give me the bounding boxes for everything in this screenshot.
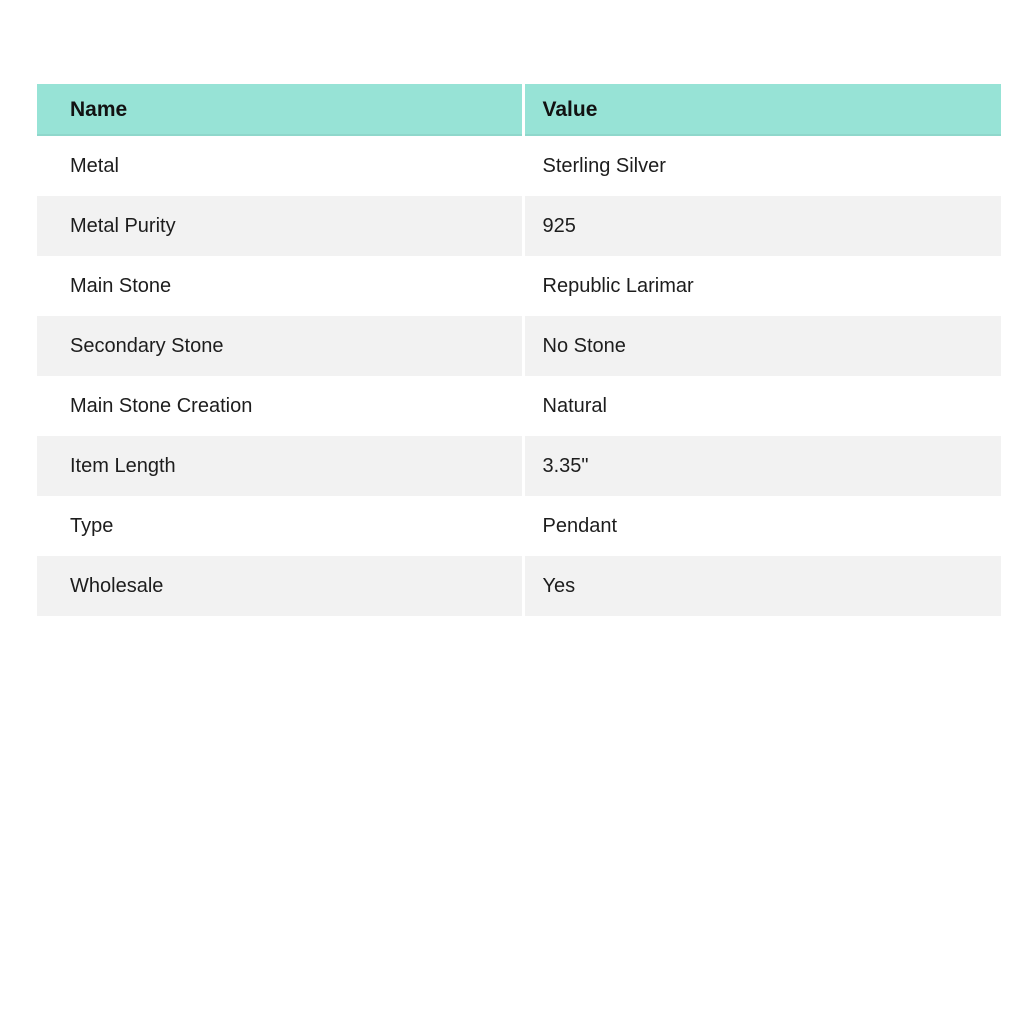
attr-name-cell: Main Stone Creation <box>37 376 523 436</box>
attributes-table <box>37 84 1001 616</box>
attr-name-cell: Secondary Stone <box>37 316 523 376</box>
table-row <box>37 316 1001 376</box>
attr-value-cell: Pendant <box>542 514 618 537</box>
table-row <box>37 256 1001 316</box>
attr-name-cell: Metal Purity <box>37 196 523 256</box>
attr-value-cell: 3.35" <box>542 454 589 477</box>
attr-value-cell: Republic Larimar <box>542 274 694 297</box>
table-row <box>37 376 1001 436</box>
attr-name-cell: Type <box>37 496 523 556</box>
table-header-name: Name <box>37 84 523 136</box>
table-row <box>37 436 1001 496</box>
attr-value-cell: No Stone <box>542 334 626 357</box>
attr-name-cell: Wholesale <box>37 556 523 616</box>
attr-value-cell: 925 <box>542 214 576 237</box>
attr-value-cell: Sterling Silver <box>542 154 666 177</box>
table-row <box>37 196 1001 256</box>
table-header-row <box>37 84 1001 136</box>
attributes-table-container <box>37 84 1001 616</box>
table-row <box>37 136 1001 196</box>
table-row <box>37 556 1001 616</box>
attr-name-cell: Metal <box>37 136 523 196</box>
table-row <box>37 496 1001 556</box>
table-header-value: Value <box>523 84 1001 136</box>
attr-value-cell: Yes <box>542 574 576 597</box>
attr-name-cell: Main Stone <box>37 256 523 316</box>
attr-name-cell: Item Length <box>37 436 523 496</box>
attr-value-cell: Natural <box>542 394 607 417</box>
